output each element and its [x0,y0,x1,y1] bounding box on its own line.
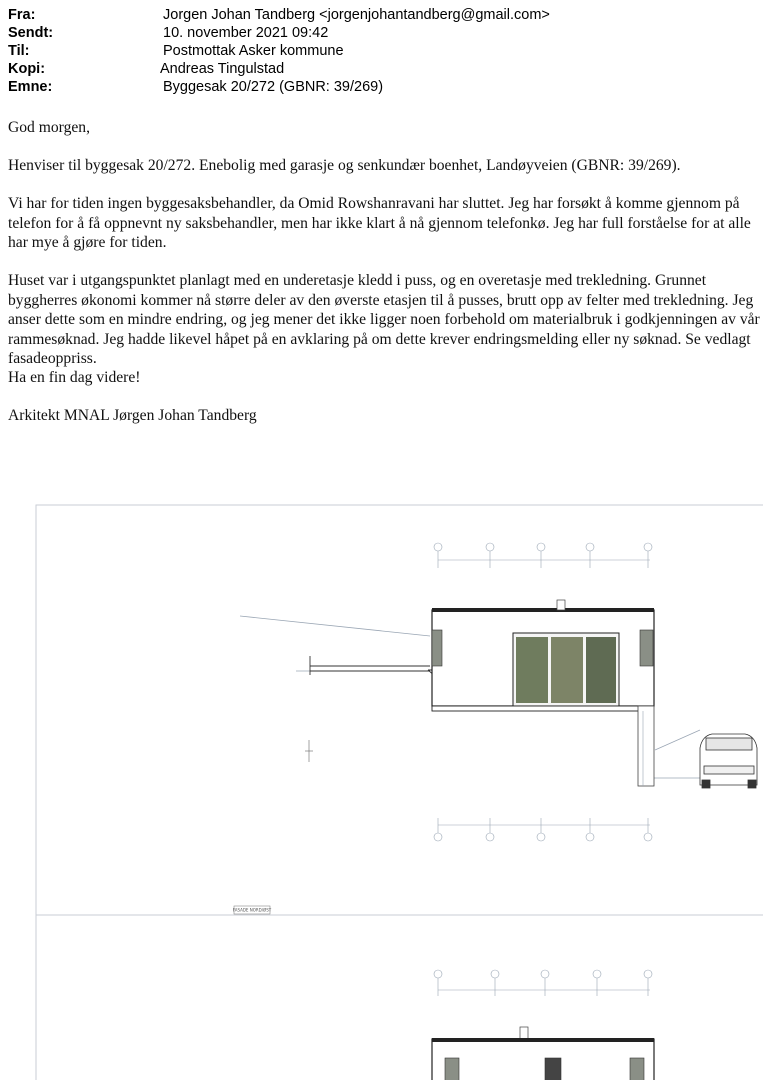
facade-drawing [0,470,763,1080]
greeting: God morgen, [8,119,91,136]
grid-axis-top [434,543,652,568]
retaining-wall [638,706,654,786]
closing: Ha en fin dag videre! [8,369,141,386]
header-cc-row [8,60,753,78]
level-markers [305,740,313,762]
house-elevation-lower [432,1027,654,1080]
body-paragraph-reference: Henviser til byggesak 20/272. Enebolig med garasje og senkundær boenhet, Landøyveien (GBNR: 39/269). [8,157,681,174]
drawing-stamp-label: FASADE NORD/ØST [232,907,272,913]
wood-cladding-right [640,630,653,666]
wood-cladding-left [432,630,442,666]
window-pane-3 [586,637,616,703]
roof-edge [432,608,654,612]
chimney [557,600,565,610]
cc-value: Andreas Tingulstad [160,61,285,77]
header-sent-row [8,24,753,42]
email-header [8,6,753,96]
header-from-row [8,6,753,24]
from-label: Fra: [8,7,36,23]
window-pane-2 [551,637,583,703]
cc-label: Kopi: [8,61,46,77]
body-paragraph-facade-change: Huset var i utgangspunktet planlagt med en underetasje kledd i puss, og en overetasje med trekledning. Grunnet byggherres økonomi kommer nå større deler av den øverste etasjen til å pusses, brutt opp av felter med trekledning. Jeg anser dette som en mindre endring, og jeg mener det ikke ligger noen forbehold om materialbruk i godkjenningen av vår rammesøknad. Jeg hadde likevel håpet på en avklaring på om dette krever endringsmelding eller ny søknad. Se vedlagt fasadeoppriss. [8,272,760,367]
from-value: Jorgen Johan Tandberg <jorgenjohantandberg@gmail.com> [163,7,550,23]
sent-value: 10. november 2021 09:42 [163,25,329,41]
grid-axis-bottom [434,818,652,841]
to-value: Postmottak Asker kommune [163,43,344,59]
floor-slab [432,706,640,711]
to-label: Til: [8,43,30,59]
body-paragraph-case-handler: Vi har for tiden ingen byggesaksbehandler, da Omid Rowshanravani har sluttet. Jeg har forsøkt å komme gjennom på telefon for å få oppnevnt ny saksbehandler, men har ikke klart å nå gjennom telefonkø. Jeg har full forståelse for at alle har mye å gjøre for tiden. [8,195,751,251]
subject-label: Emne: [8,79,53,95]
sent-label: Sendt: [8,25,54,41]
signature: Arkitekt MNAL Jørgen Johan Tandberg [8,407,257,424]
car-illustration [700,734,757,788]
header-to-row [8,42,753,60]
house-elevation [432,600,654,786]
window-pane-1 [516,637,548,703]
subject-value: Byggesak 20/272 (GBNR: 39/269) [163,79,384,95]
grid-axis-lower [434,970,652,996]
header-subject-row [8,78,753,96]
